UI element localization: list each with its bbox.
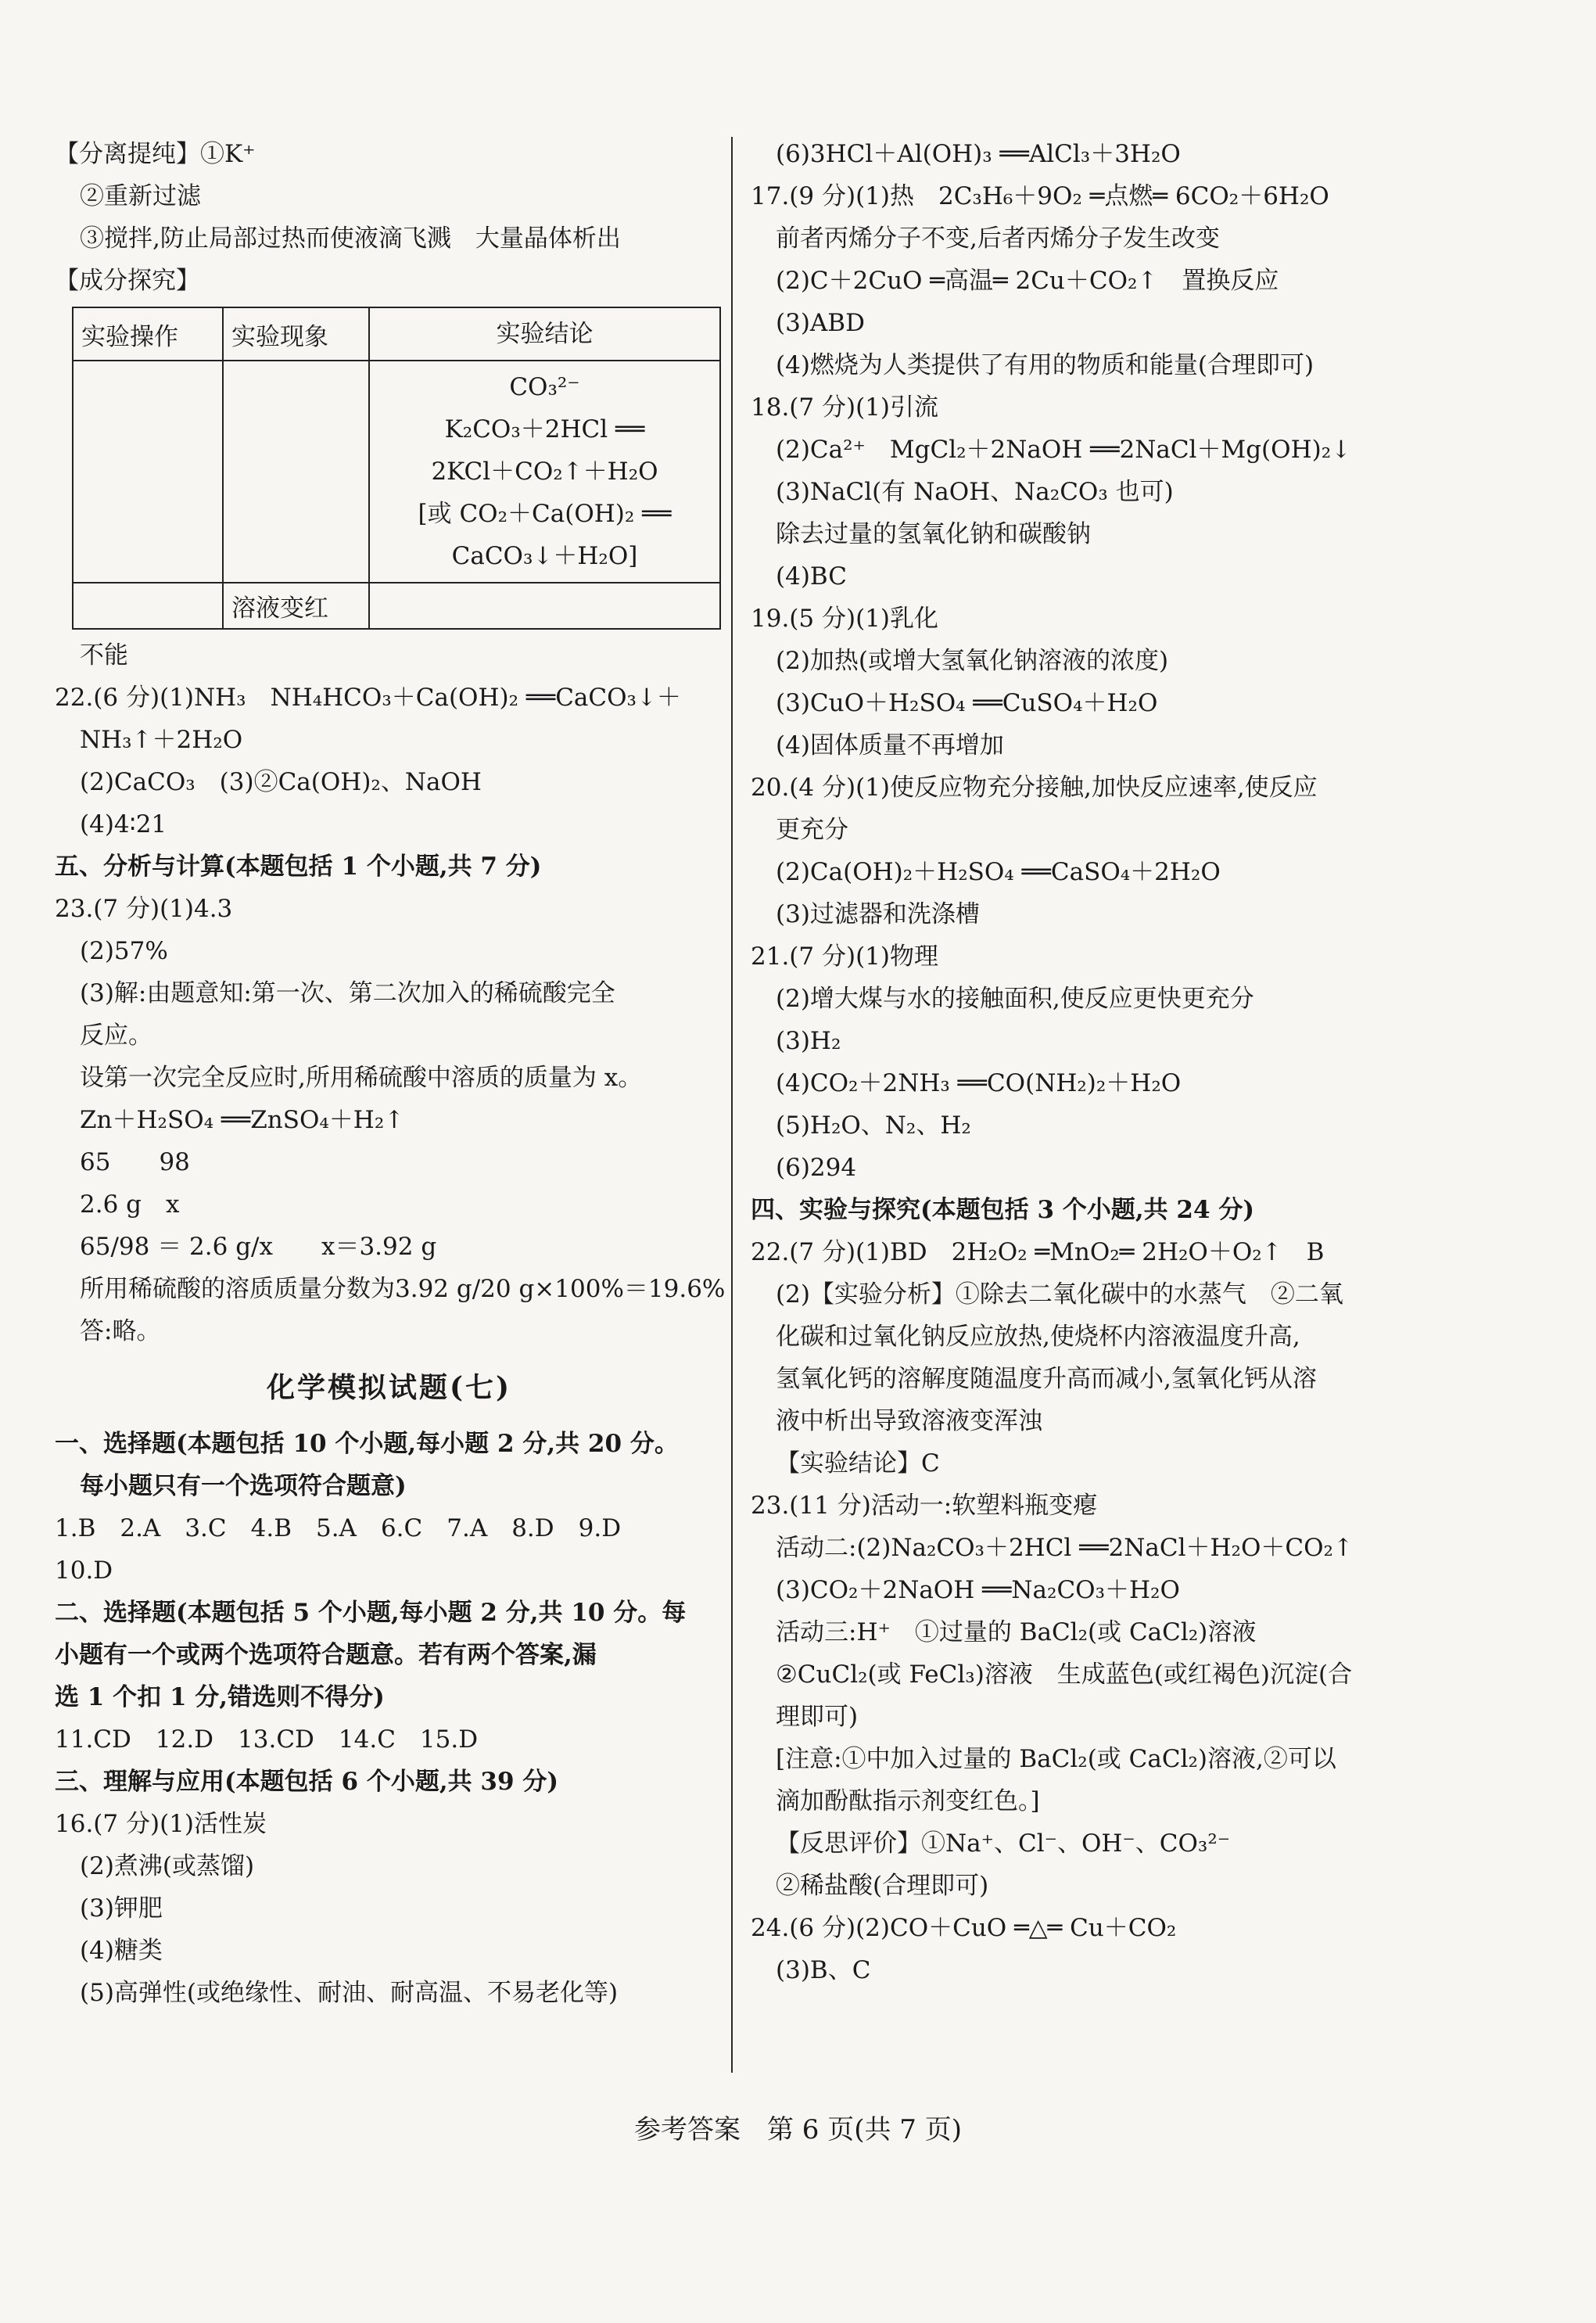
line: 除去过量的氢氧化钠和碳酸钠 [776, 520, 1091, 548]
table-cell [223, 361, 369, 583]
section-heading: 三、理解与应用(本题包括 6 个小题,共 39 分) [55, 1768, 559, 1796]
conclusion-line: [或 CO₂＋Ca(OH)₂ ══ [418, 500, 672, 528]
line: 反应。 [80, 1021, 152, 1050]
section-heading: 四、实验与探究(本题包括 3 个小题,共 24 分) [751, 1196, 1255, 1224]
line: (3)钾肥 [80, 1894, 163, 1923]
section-heading: 小题有一个或两个选项符合题意。若有两个答案,漏 [55, 1641, 597, 1669]
line: 不能 [80, 641, 128, 670]
line: 10.D [55, 1556, 113, 1585]
line: (6)294 [776, 1154, 857, 1182]
line: (2)CaCO₃ (3)②Ca(OH)₂、NaOH [80, 768, 482, 796]
section-heading: 五、分析与计算(本题包括 1 个小题,共 7 分) [55, 853, 542, 881]
conclusion-line: K₂CO₃＋2HCl ══ [444, 415, 645, 443]
line: 23.(11 分)活动一:软塑料瓶变瘪 [751, 1492, 1098, 1520]
line: 1.B 2.A 3.C 4.B 5.A 6.C 7.A 8.D 9.D [55, 1514, 622, 1542]
line: (4)BC [776, 562, 847, 591]
conclusion-line: CaCO₃↓＋H₂O] [451, 542, 638, 570]
conclusion-line: 2KCl＋CO₂↑＋H₂O [431, 458, 658, 486]
page-footer: 参考答案 第 6 页(共 7 页) [633, 2114, 963, 2145]
line: [注意:①中加入过量的 BaCl₂(或 CaCl₂)溶液,②可以 [776, 1745, 1336, 1773]
line: (2)增大煤与水的接触面积,使反应更快更充分 [776, 985, 1254, 1013]
line: (3)过滤器和洗涤槽 [776, 900, 980, 928]
column-divider [731, 137, 733, 2073]
line: 19.(5 分)(1)乳化 [751, 605, 938, 633]
table-cell [369, 583, 720, 629]
line: 22.(6 分)(1)NH₃ NH₄HCO₃＋Ca(OH)₂ ══CaCO₃↓＋ [55, 684, 681, 712]
line: (3)B、C [776, 1956, 871, 1984]
line: 18.(7 分)(1)引流 [751, 393, 938, 422]
line: (5)高弹性(或绝缘性、耐油、耐高温、不易老化等) [80, 1979, 619, 2007]
line: (6)3HCl＋Al(OH)₃ ══AlCl₃＋3H₂O [776, 140, 1181, 168]
line: (2)Ca(OH)₂＋H₂SO₄ ══CaSO₄＋2H₂O [776, 858, 1221, 886]
line: 【实验结论】C [776, 1449, 940, 1477]
line: (3)CO₂＋2NaOH ══Na₂CO₃＋H₂O [776, 1576, 1180, 1604]
line: 16.(7 分)(1)活性炭 [55, 1810, 267, 1838]
line: 答:略。 [80, 1317, 161, 1345]
line: (3)CuO＋H₂SO₄ ══CuSO₄＋H₂O [776, 689, 1158, 717]
line: (3)解:由题意知:第一次、第二次加入的稀硫酸完全 [80, 979, 615, 1007]
table-header: 实验操作 [73, 307, 223, 361]
line: 【成分探究】 [55, 267, 200, 295]
section-heading: 二、选择题(本题包括 5 个小题,每小题 2 分,共 10 分。每 [55, 1599, 687, 1627]
line: 23.(7 分)(1)4.3 [55, 895, 233, 923]
line: (2)C＋2CuO ═高温═ 2Cu＋CO₂↑ 置换反应 [776, 267, 1279, 295]
line: 氢氧化钙的溶解度随温度升高而减小,氢氧化钙从溶 [776, 1365, 1317, 1393]
table-header: 实验结论 [369, 307, 720, 361]
line: 液中析出导致溶液变浑浊 [776, 1407, 1042, 1435]
section-heading: 一、选择题(本题包括 10 个小题,每小题 2 分,共 20 分。 [55, 1430, 679, 1458]
line: (4)燃烧为人类提供了有用的物质和能量(合理即可) [776, 351, 1314, 379]
line: 前者丙烯分子不变,后者丙烯分子发生改变 [776, 224, 1220, 253]
line: 活动三:H⁺ ①过量的 BaCl₂(或 CaCl₂)溶液 [776, 1618, 1257, 1646]
line: ②重新过滤 [80, 182, 201, 210]
line: (4)糖类 [80, 1937, 163, 1965]
line: 17.(9 分)(1)热 2C₃H₆＋9O₂ ═点燃═ 6CO₂＋6H₂O [751, 182, 1329, 210]
line: ②CuCl₂(或 FeCl₃)溶液 生成蓝色(或红褐色)沉淀(合 [776, 1661, 1353, 1689]
line: Zn＋H₂SO₄ ══ZnSO₄＋H₂↑ [80, 1106, 405, 1134]
line: 2.6 g x [80, 1190, 180, 1219]
line: NH₃↑＋2H₂O [80, 726, 243, 754]
section-title: 化学模拟试题(七) [266, 1371, 512, 1404]
line: (4)固体质量不再增加 [776, 731, 1004, 759]
line: 22.(7 分)(1)BD 2H₂O₂ ═MnO₂═ 2H₂O＋O₂↑ B [751, 1238, 1325, 1266]
table-row [73, 361, 720, 583]
line: 设第一次完全反应时,所用稀硫酸中溶质的质量为 x。 [80, 1064, 643, 1092]
line: (2)加热(或增大氢氧化钠溶液的浓度) [776, 647, 1169, 675]
section-heading: 每小题只有一个选项符合题意) [80, 1472, 407, 1500]
line: (4)4∶21 [80, 810, 167, 838]
line: 【分离提纯】①K⁺ [55, 140, 256, 168]
line: 【反思评价】①Na⁺、Cl⁻、OH⁻、CO₃²⁻ [776, 1829, 1231, 1858]
section-heading: 选 1 个扣 1 分,错选则不得分) [55, 1683, 385, 1711]
table-cell [73, 583, 223, 629]
line: 11.CD 12.D 13.CD 14.C 15.D [55, 1725, 479, 1754]
experiment-table [72, 307, 721, 630]
line: 20.(4 分)(1)使反应物充分接触,加快反应速率,使反应 [751, 774, 1318, 802]
line: (2)57% [80, 937, 168, 965]
line: 65 98 [80, 1148, 190, 1176]
table-cell: 溶液变红 [223, 583, 369, 629]
table-row [73, 583, 720, 629]
line: (2)【实验分析】①除去二氧化碳中的水蒸气 ②二氧 [776, 1280, 1343, 1309]
line: (5)H₂O、N₂、H₂ [776, 1111, 971, 1140]
line: (2)Ca²⁺ MgCl₂＋2NaOH ══2NaCl＋Mg(OH)₂↓ [776, 436, 1352, 464]
conclusion-line: CO₃²⁻ [509, 373, 580, 401]
line: (4)CO₂＋2NH₃ ══CO(NH₂)₂＋H₂O [776, 1069, 1182, 1097]
line: (2)煮沸(或蒸馏) [80, 1852, 255, 1880]
table-cell [73, 361, 223, 583]
line: 65/98 ＝ 2.6 g/x x＝3.92 g [80, 1233, 437, 1261]
table-cell-conclusion [369, 361, 720, 583]
line: (3)H₂ [776, 1027, 841, 1055]
left-column [55, 133, 726, 2014]
line: 24.(6 分)(2)CO＋CuO ═△═ Cu＋CO₂ [751, 1914, 1177, 1942]
line: 21.(7 分)(1)物理 [751, 942, 938, 971]
line: 化碳和过氧化钠反应放热,使烧杯内溶液温度升高, [776, 1323, 1300, 1351]
table-header-row [73, 307, 720, 361]
line: 活动二:(2)Na₂CO₃＋2HCl ══2NaCl＋H₂O＋CO₂↑ [776, 1534, 1354, 1562]
line: 所用稀硫酸的溶质质量分数为3.92 g/20 g×100%＝19.6% [80, 1275, 726, 1303]
line: 更充分 [776, 816, 848, 844]
right-column [751, 133, 1540, 1991]
line: (3)ABD [776, 309, 865, 337]
table-header: 实验现象 [223, 307, 369, 361]
line: 理即可) [776, 1703, 859, 1731]
line: ②稀盐酸(合理即可) [776, 1872, 989, 1900]
line: ③搅拌,防止局部过热而使液滴飞溅 大量晶体析出 [80, 224, 621, 253]
line: 滴加酚酞指示剂变红色。] [776, 1787, 1040, 1815]
line: (3)NaCl(有 NaOH、Na₂CO₃ 也可) [776, 478, 1174, 506]
